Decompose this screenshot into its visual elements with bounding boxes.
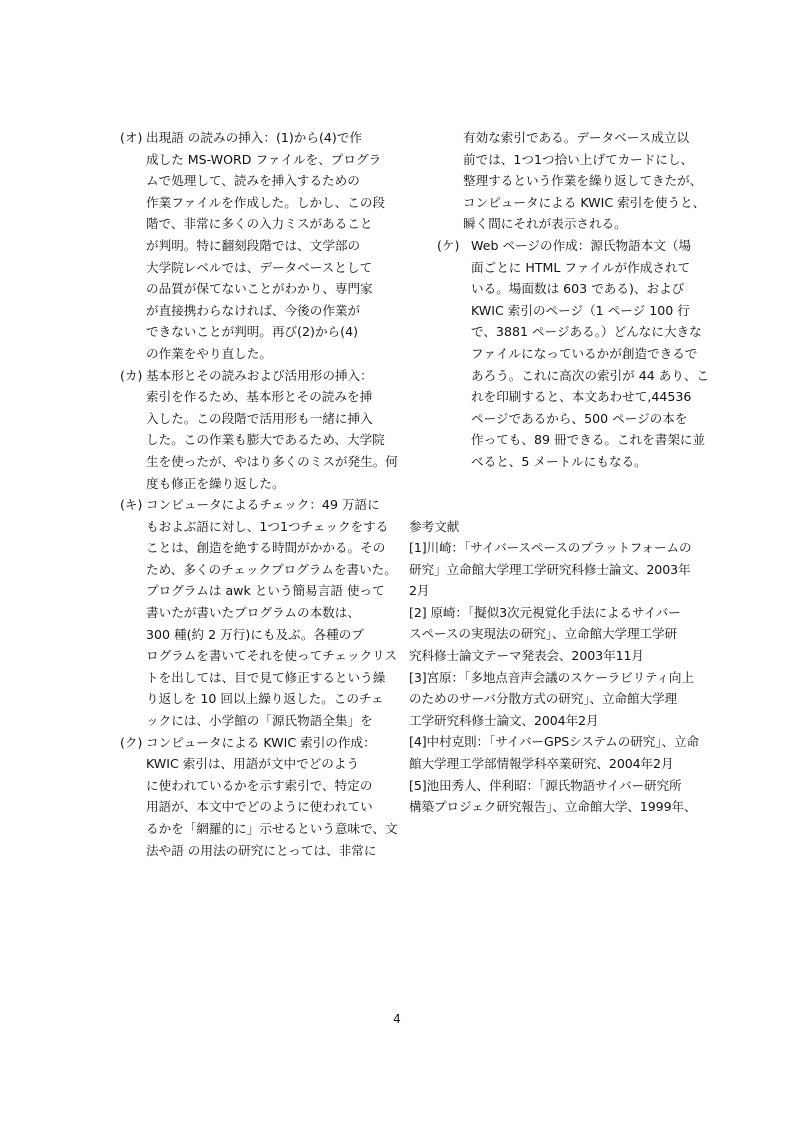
item-marker: (オ) [120, 130, 143, 145]
left-column [120, 127, 402, 861]
references-section [409, 516, 709, 818]
text-line: あろう。これに高次の索引が 44 あり、こ [471, 367, 710, 383]
text-line: Web ページの作成：源氏物語本文（場 [471, 237, 692, 253]
text-line: 300 種(約 2 万行)にも及ぶ。各種のプ [146, 626, 364, 642]
text-line: できないことが判明。再び(2)から(4) [146, 324, 358, 340]
item-marker: (キ) [120, 497, 143, 513]
text-line: ックには、小学館の「源氏物語全集」を [146, 713, 373, 729]
references-heading: 参考文献 [409, 518, 460, 534]
text-line: もおよぶ語に対し、1つ1つチェックをする [146, 518, 389, 534]
text-line: 前では、1つ1つ拾い上げてカードにし、 [463, 151, 694, 167]
text-line: に使われているかを示す索引で、特定の [146, 777, 373, 793]
item-marker: (ク) [120, 734, 143, 750]
text-line: コンピュータによる KWIC 索引を使うと、 [463, 194, 706, 210]
text-line: が直接携わらなければ、今後の作業が [146, 302, 361, 318]
item-text [146, 494, 402, 732]
reference-line: [1]川崎：「サイバースペースのプラットフォームの [409, 540, 692, 556]
text-line: ファイルになっているかが創造できるで [471, 345, 698, 361]
text-line: れを印刷すると、本文あわせて,44536 [471, 389, 692, 405]
list-item-ka [120, 365, 402, 495]
text-line: 法や語 の用法の研究にとっては、非常に [146, 842, 377, 858]
text-line: 有効な索引である。データベース成立以 [463, 130, 690, 145]
reference-line: 究科修士論文テーマ発表会、2003年11月 [409, 648, 644, 664]
text-line: べると、5 メートルにもなる。 [471, 453, 647, 469]
text-line: KWIC 索引は、用語が文中でどのよう [146, 756, 360, 772]
text-line: KWIC 索引のページ（1 ページ 100 行 [471, 302, 690, 318]
text-line: ページであるから、500 ページの本を [471, 410, 688, 426]
text-line: が判明。特に翻刻段階では、文学部の [146, 237, 361, 253]
text-line: 入した。この段階で活用形も一緒に挿入 [146, 410, 373, 426]
list-item-o [120, 127, 402, 365]
text-line: 階で、非常に多くの入力ミスがあること [146, 216, 373, 232]
text-line: り返しを 10 回以上繰り返した。このチェ [146, 691, 384, 707]
text-line: コンピュータによる KWIC 索引の作成： [146, 734, 376, 750]
continuation-paragraph [409, 127, 709, 235]
text-line: 生を使ったが、やはり多くのミスが発生。何 [146, 453, 398, 469]
list-item-ki [120, 494, 402, 732]
text-line: ため、多くのチェックプログラムを書いた。 [146, 561, 397, 577]
item-marker: (カ) [120, 367, 143, 383]
page-number: 4 [393, 1012, 401, 1026]
text-line: 索引を作るため、基本形とその読みを挿 [146, 389, 373, 405]
text-line: 基本形とその読みおよび活用形の挿入： [146, 367, 373, 383]
reference-line: [5]池田秀人、伴利昭：「源氏物語サイバー研究所 [409, 777, 682, 793]
item-text [471, 235, 709, 473]
text-line: の作業をやり直した。 [146, 345, 272, 361]
text-line: 作っても、89 冊できる。これを書架に並 [471, 432, 706, 448]
text-line: ことは、創造を絶する時間がかかる。その [146, 540, 386, 556]
item-text [146, 365, 402, 495]
text-line: 書いたが書いたプログラムの本数は、 [146, 605, 360, 621]
text-line: した。この作業も膨大であるため、大学院 [146, 432, 385, 448]
text-line: 整理するという作業を繰り返してきたが、 [463, 173, 703, 189]
reference-line: [2] 原崎：「擬似3次元視覚化手法によるサイバー [409, 604, 681, 620]
text-line: ログラムを書いてそれを使ってチェックリス [146, 648, 398, 664]
text-line: コンピュータによるチェック：49 万語に [146, 497, 380, 513]
item-text [146, 127, 402, 365]
text-line: 大学院レベルでは、データベースとして [146, 259, 373, 275]
section-spacer [409, 473, 709, 516]
text-line: の品質が保てないことがわかり、専門家 [146, 281, 373, 297]
text-line: ムで処理して、読みを挿入するための [146, 173, 360, 189]
text-line: 面ごとに HTML ファイルが作成されて [471, 259, 691, 275]
reference-line: 館大学理工学部情報学科卒業研究、2004年2月 [409, 756, 674, 772]
text-line: 作業ファイルを作成した。しかし、この段 [146, 194, 386, 210]
text-line: で、3881 ページある。）どんなに大きな [471, 324, 702, 340]
text-line: 成した MS-WORD ファイルを、プログラ [146, 151, 382, 167]
reference-line: [4]中村克則：「サイバーGPSシステムの研究」、立命 [409, 734, 699, 750]
right-column [409, 127, 709, 818]
reference-line: スペースの実現法の研究」、立命館大学理工学研 [409, 626, 677, 642]
item-marker: (ケ) [437, 237, 460, 253]
text-line: いる。場面数は 603 である)、および [471, 281, 685, 297]
reference-line: 研究」立命館大学理工学研究科修士論文、2003年 [409, 561, 691, 577]
list-item-ke [409, 235, 709, 473]
reference-line: のためのサーバ分散方式の研究」、立命館大学理 [409, 691, 677, 707]
text-line: プログラムは awk という簡易言語 使って [146, 583, 385, 599]
item-text [146, 732, 402, 862]
text-line: 度も修正を繰り返した。 [146, 475, 285, 491]
list-item-ku [120, 732, 402, 862]
text-line: 出現語 の読みの挿入：(1)から(4)で作 [146, 130, 362, 145]
text-line: るかを「網羅的に」示せるという意味で、文 [146, 821, 398, 836]
reference-line: 工学研究科修士論文、2004年2月 [409, 712, 599, 728]
text-line: 用語が、本文中でどのように使われてい [146, 799, 373, 815]
reference-line: 構築プロジェク研究報告」、立命館大学、1999年、 [409, 799, 697, 815]
reference-line: 2月 [409, 583, 430, 599]
text-line: トを出しては、目で見て修正するという繰 [146, 669, 386, 685]
text-line: 瞬く間にそれが表示される。 [463, 216, 627, 232]
reference-line: [3]宮原：「多地点音声会議のスケーラビリティ向上 [409, 669, 694, 685]
